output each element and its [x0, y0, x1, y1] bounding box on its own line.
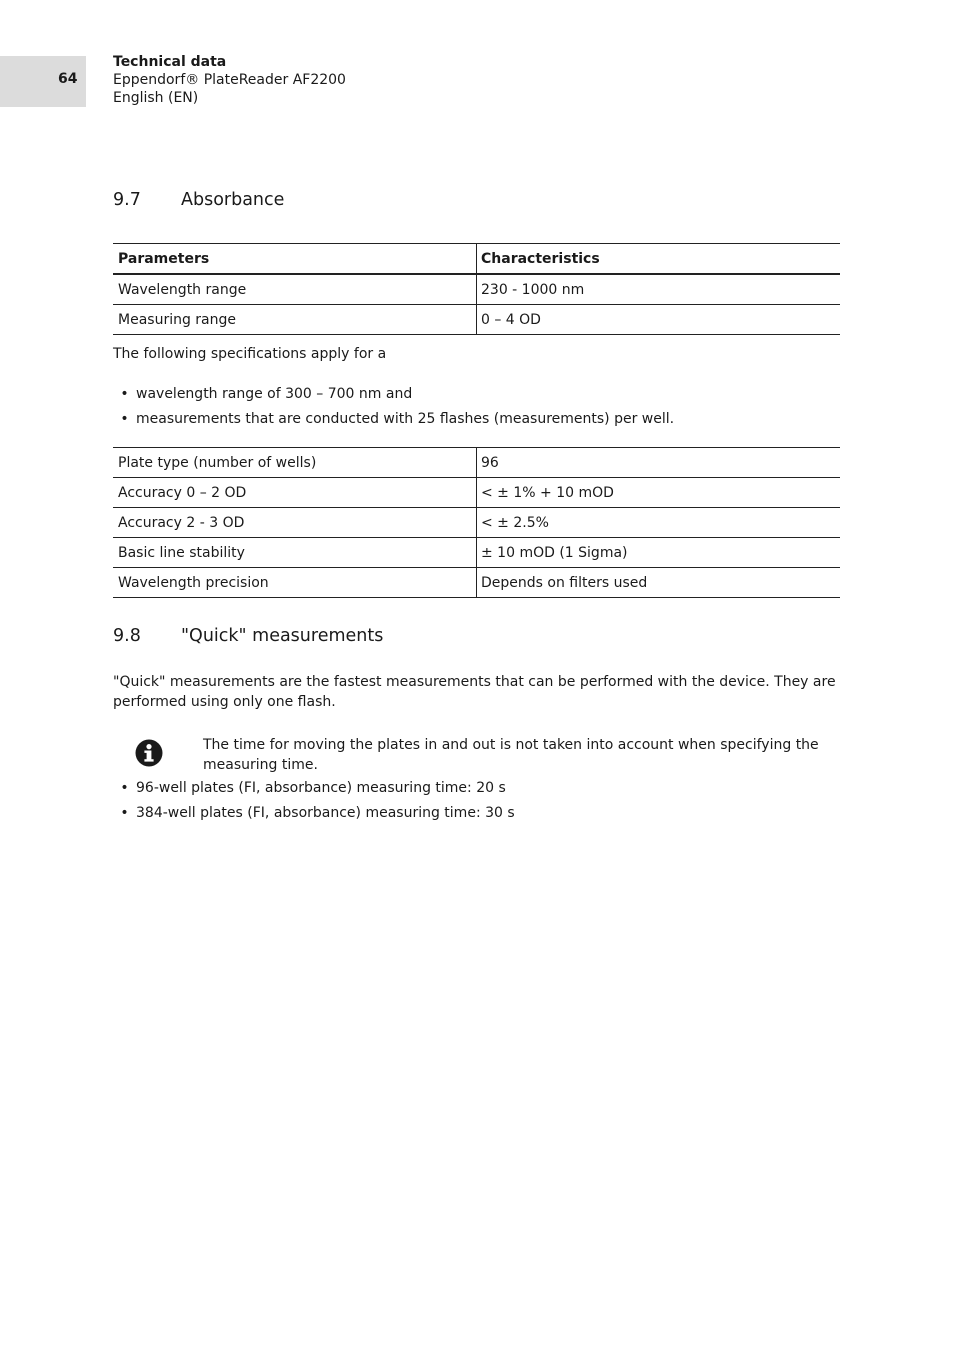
table-cell: Wavelength precision	[113, 568, 477, 598]
list-item: • 96-well plates (FI, absorbance) measuring time: 20 s	[120, 780, 506, 796]
column-header: Parameters	[113, 244, 477, 275]
list-item-text: 384-well plates (FI, absorbance) measuring time: 30 s	[136, 805, 515, 821]
table-cell: Plate type (number of wells)	[113, 448, 477, 478]
table-row	[113, 448, 840, 478]
section-title: "Quick" measurements	[181, 626, 384, 646]
section-number: 9.7	[113, 190, 141, 210]
header-language: English (EN)	[113, 90, 199, 106]
table-cell: 96	[477, 448, 841, 478]
header-section: Technical data	[113, 54, 227, 70]
table-header-row	[113, 244, 840, 275]
table-row	[113, 274, 840, 305]
quick-paragraph: "Quick" measurements are the fastest measurements that can be performed with the device. They are performed using only one flash.	[113, 674, 836, 710]
table-cell: 230 - 1000 nm	[477, 274, 841, 305]
table-cell: Measuring range	[113, 305, 477, 335]
list-item: • measurements that are conducted with 25 flashes (measurements) per well.	[120, 411, 675, 427]
table-cell: ± 10 mOD (1 Sigma)	[477, 538, 841, 568]
list-item-text: measurements that are conducted with 25 flashes (measurements) per well.	[136, 411, 675, 427]
intro-paragraph: The following specifications apply for a	[113, 346, 387, 362]
table-cell: 0 – 4 OD	[477, 305, 841, 335]
list-item: • wavelength range of 300 – 700 nm and	[120, 386, 413, 402]
list-item-text: wavelength range of 300 – 700 nm and	[136, 386, 413, 402]
table-cell: Accuracy 0 – 2 OD	[113, 478, 477, 508]
table-cell: Accuracy 2 - 3 OD	[113, 508, 477, 538]
table-cell: Depends on filters used	[477, 568, 841, 598]
table-row	[113, 508, 840, 538]
section-heading-quick-measurements	[113, 626, 383, 646]
running-header	[113, 53, 346, 107]
table-row	[113, 538, 840, 568]
note-text: The time for moving the plates in and out is not taken into account when specifying the measuring time.	[203, 737, 819, 773]
section-number: 9.8	[113, 626, 141, 646]
absorbance-specifications-table	[113, 447, 840, 598]
list-item: • 384-well plates (FI, absorbance) measuring time: 30 s	[120, 805, 515, 821]
section-title: Absorbance	[181, 190, 285, 210]
table-cell: < ± 2.5%	[477, 508, 841, 538]
info-icon	[135, 739, 163, 767]
list-item-text: 96-well plates (FI, absorbance) measuring time: 20 s	[136, 780, 506, 796]
table-row	[113, 478, 840, 508]
column-header: Characteristics	[477, 244, 841, 275]
table-cell: < ± 1% + 10 mOD	[477, 478, 841, 508]
section-heading-absorbance	[113, 190, 284, 210]
table-cell: Basic line stability	[113, 538, 477, 568]
table-row	[113, 305, 840, 335]
absorbance-parameters-table	[113, 243, 840, 335]
header-product: Eppendorf® PlateReader AF2200	[113, 72, 346, 88]
page-number: 64	[58, 71, 78, 87]
table-cell: Wavelength range	[113, 274, 477, 305]
table-row	[113, 568, 840, 598]
